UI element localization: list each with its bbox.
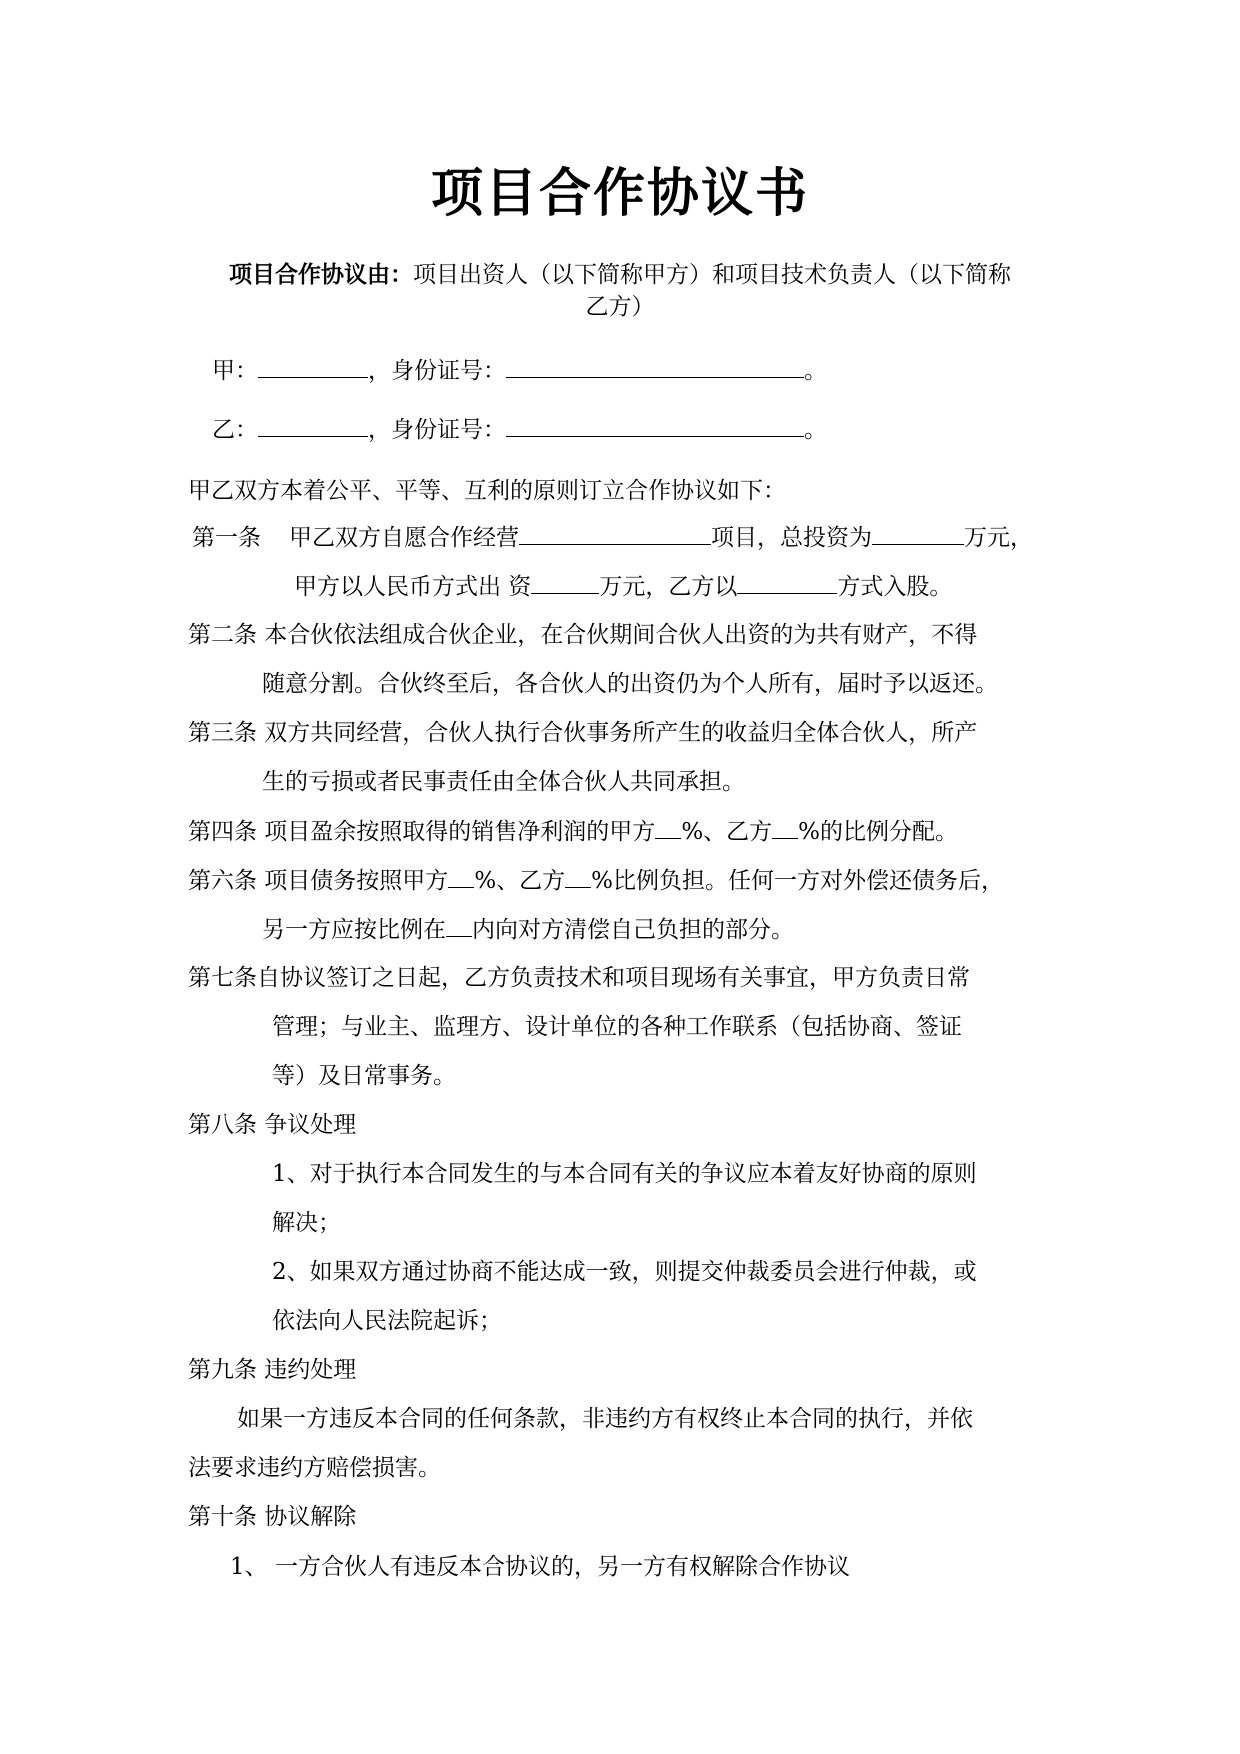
intro-bold-prefix: 项目合作协议由： xyxy=(229,262,413,288)
profit-share-a-blank[interactable] xyxy=(655,816,681,839)
article-10-heading: 第十条 协议解除 xyxy=(188,1504,357,1530)
party-b-id-label: ，身份证号： xyxy=(368,417,506,443)
party-b-method-blank[interactable] xyxy=(737,571,837,594)
article-7-line-3: 等）及日常事务。 xyxy=(272,1063,456,1089)
article-1-text-a: 甲乙双方自愿合作经营 xyxy=(289,525,519,551)
article-3-line-2: 生的亏损或者民事责任由全体合伙人共同承担。 xyxy=(262,769,745,795)
intro-line-2: 乙方） xyxy=(585,294,655,320)
party-b-end: 。 xyxy=(804,417,827,443)
article-2-line-2: 随意分割。合伙终至后，各合伙人的出资仍为个人所有，届时予以返还。 xyxy=(262,671,998,697)
article-6-text-c: %比例负担。任何一方对外偿还债务后， xyxy=(591,868,1005,894)
article-4-line xyxy=(188,816,958,847)
article-6-text-d: 另一方应按比例在 xyxy=(262,917,446,943)
document-title: 项目合作协议书 xyxy=(430,164,809,224)
article-8-heading: 第八条 争议处理 xyxy=(188,1112,357,1138)
article-9-line-2: 法要求违约方赔偿损害。 xyxy=(188,1455,441,1481)
profit-share-b-blank[interactable] xyxy=(772,816,798,839)
article-2-line-1: 第二条 本合伙依法组成合伙企业，在合伙期间合伙人出资的为共有财产，不得 xyxy=(188,622,978,648)
article-4-text-c: %的比例分配。 xyxy=(798,819,959,845)
party-a-end: 。 xyxy=(804,358,827,384)
article-8-item-2-line-1: 2、如果双方通过协商不能达成一致，则提交仲裁委员会进行仲裁，或 xyxy=(272,1259,977,1285)
article-1-line-1 xyxy=(192,522,1033,553)
article-10-item-1: 1、 一方合伙人有违反本合协议的，另一方有权解除合作协议 xyxy=(230,1554,850,1580)
article-8-item-1-line-1: 1、对于执行本合同发生的与本合同有关的争议应本着友好协商的原则 xyxy=(272,1161,977,1187)
party-b-label: 乙： xyxy=(212,417,258,443)
total-investment-blank[interactable] xyxy=(872,522,964,545)
article-6-line-1 xyxy=(188,865,1004,896)
article-1-text-b: 项目，总投资为 xyxy=(711,525,872,551)
article-6-text-b: %、乙方 xyxy=(474,868,566,894)
party-b-id-blank[interactable] xyxy=(506,414,804,437)
article-9-line-1: 如果一方违反本合同的任何条款，非违约方有权终止本合同的执行，并依 xyxy=(237,1406,973,1432)
party-a-amount-blank[interactable] xyxy=(531,571,599,594)
debt-share-b-blank[interactable] xyxy=(565,865,591,888)
party-a-name-blank[interactable] xyxy=(258,355,368,378)
article-1-text-e: 万元，乙方以 xyxy=(599,574,738,600)
article-6-text-a: 第六条 项目债务按照甲方 xyxy=(188,868,449,894)
project-name-blank[interactable] xyxy=(519,522,711,545)
article-1-text-d: 甲方以人民币方式出 资 xyxy=(294,574,532,600)
party-a-id-blank[interactable] xyxy=(506,355,804,378)
repayment-period-blank[interactable] xyxy=(446,914,472,937)
party-a-line xyxy=(212,355,827,386)
party-b-line xyxy=(212,414,827,445)
party-a-label: 甲： xyxy=(212,358,258,384)
intro-text-1: 项目出资人（以下简称甲方）和项目技术负责人（以下简称 xyxy=(413,262,1011,288)
article-1-line-2 xyxy=(294,571,952,602)
debt-share-a-blank[interactable] xyxy=(448,865,474,888)
article-1-number: 第一条 xyxy=(192,525,261,551)
article-1-text-f: 方式入股。 xyxy=(837,574,953,600)
article-6-text-e: 内向对方清偿自己负担的部分。 xyxy=(472,917,794,943)
intro-line-1 xyxy=(0,260,1240,290)
article-4-text-a: 第四条 项目盈余按照取得的销售净利润的甲方 xyxy=(188,819,656,845)
party-b-name-blank[interactable] xyxy=(258,414,368,437)
article-4-text-b: %、乙方 xyxy=(681,819,773,845)
article-3-line-1: 第三条 双方共同经营，合伙人执行合伙事务所产生的收益归全体合伙人，所产 xyxy=(188,720,978,746)
article-8-item-1-line-2: 解决； xyxy=(272,1210,341,1236)
article-9-heading: 第九条 违约处理 xyxy=(188,1357,357,1383)
party-a-id-label: ，身份证号： xyxy=(368,358,506,384)
article-6-line-2 xyxy=(262,914,794,945)
article-8-item-2-line-2: 依法向人民法院起诉； xyxy=(272,1308,502,1334)
preamble: 甲乙双方本着公平、平等、互利的原则订立合作协议如下： xyxy=(188,478,786,504)
article-7-line-2: 管理；与业主、监理方、设计单位的各种工作联系（包括协商、签证 xyxy=(272,1014,962,1040)
article-7-line-1: 第七条自协议签订之日起，乙方负责技术和项目现场有关事宜，甲方负责日常 xyxy=(188,965,970,991)
article-1-text-c: 万元， xyxy=(964,525,1033,551)
